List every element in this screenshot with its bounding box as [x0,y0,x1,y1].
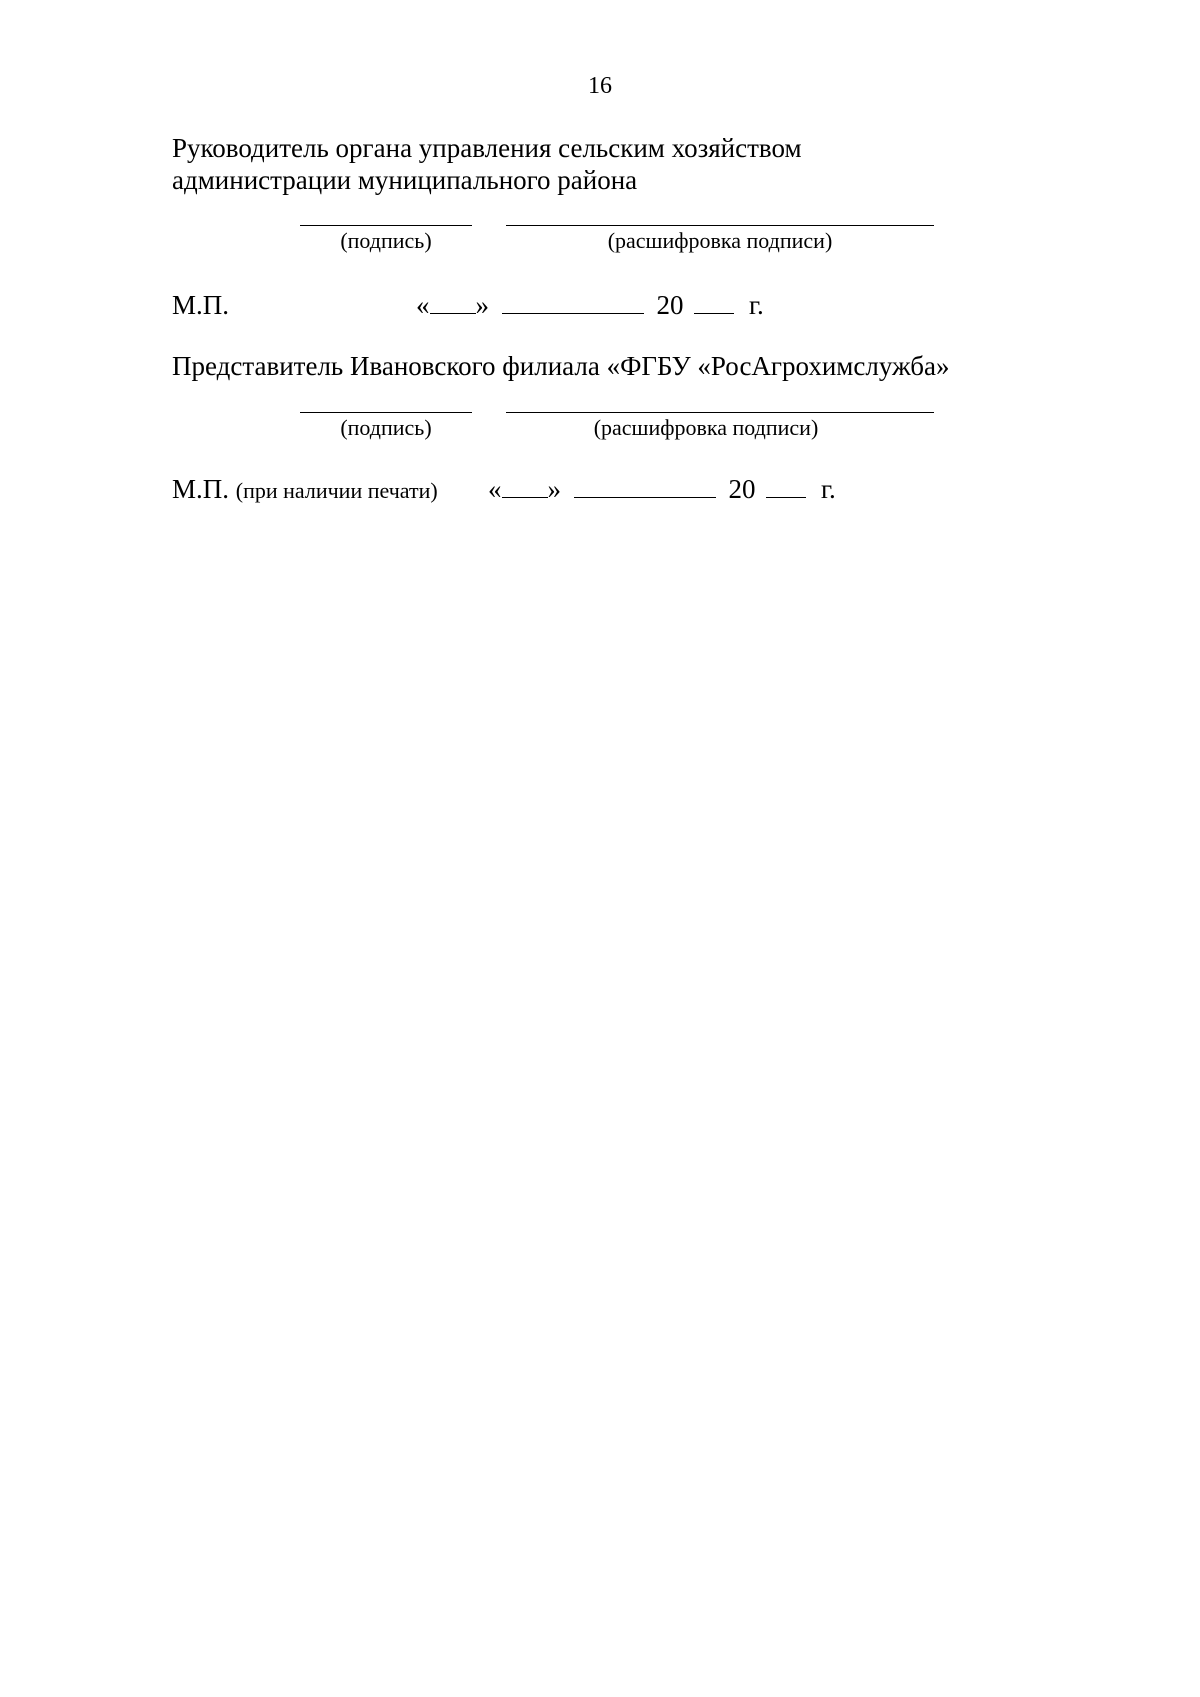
block2-seal-row [172,473,438,507]
block2-signature-caption: (подпись) [340,415,432,440]
block2-transcript-line[interactable] [506,412,934,413]
block1-month-blank[interactable] [502,291,644,314]
block1-signature-line[interactable] [300,225,472,226]
block2-date-field [488,473,836,505]
block2-transcript-caption: (расшифровка подписи) [593,415,819,440]
block1-heading-line1: Руководитель органа управления сельским хозяйством [172,133,802,163]
block2-signature-line[interactable] [300,412,472,413]
page-number: 16 [588,73,612,99]
block1-seal-label: М.П. [172,290,230,320]
block2-month-blank[interactable] [574,475,716,498]
block2-year-blank[interactable] [766,475,806,498]
block2-date-open-quote: « [488,474,502,504]
block1-year-suffix: г. [749,290,764,320]
block1-year-blank[interactable] [694,291,734,314]
block1-signature-caption: (подпись) [340,228,432,253]
block2-heading: Представитель Ивановского филиала «ФГБУ «РосАгрохимслужба» [172,351,950,381]
block2-year-prefix: 20 [728,474,756,504]
block1-date-close-quote: » [475,290,489,320]
block2-year-suffix: г. [821,474,836,504]
block2-seal-note: (при наличии печати) [235,478,438,503]
block1-transcript-caption: (расшифровка подписи) [607,228,833,253]
block1-heading-line2: администрации муниципального района [172,165,638,195]
block1-day-blank[interactable] [430,291,476,314]
block1-date-field [416,289,764,321]
block2-date-close-quote: » [547,474,561,504]
block2-day-blank[interactable] [502,475,548,498]
block1-year-prefix: 20 [656,290,684,320]
block1-transcript-line[interactable] [506,225,934,226]
block2-seal-label: М.П. [172,474,230,504]
block1-date-open-quote: « [416,290,430,320]
